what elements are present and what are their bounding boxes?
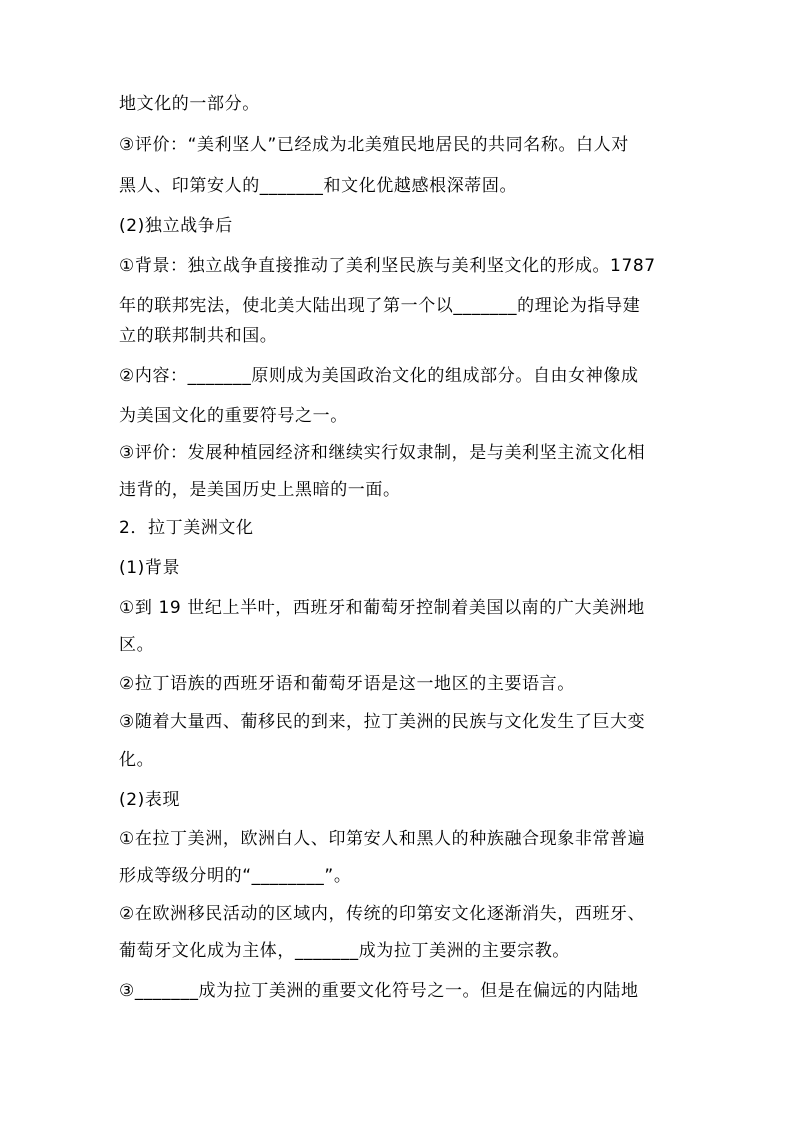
- section-heading: 2．拉丁美洲文化: [119, 518, 254, 538]
- text-line: 地文化的一部分。: [119, 94, 260, 114]
- text-line: 区。: [119, 635, 155, 655]
- text-line: 葡萄牙文化成为主体，_______成为拉丁美洲的主要宗教。: [119, 941, 570, 961]
- section-heading: (2)独立战争后: [119, 216, 233, 236]
- text-line: 违背的，是美国历史上黑暗的一面。: [119, 480, 401, 500]
- text-line: ②在欧洲移民活动的区域内，传统的印第安文化逐渐消失，西班牙、: [119, 904, 646, 924]
- text-line: 为美国文化的重要符号之一。: [119, 406, 348, 426]
- text-line: ①背景：独立战争直接推动了美利坚民族与美利坚文化的形成。1787: [119, 256, 656, 276]
- text-line: ③随着大量西、葡移民的到来，拉丁美洲的民族与文化发生了巨大变: [119, 712, 646, 732]
- text-line: ①到 19 世纪上半叶，西班牙和葡萄牙控制着美国以南的广大美洲地: [119, 598, 645, 618]
- section-heading: (1)背景: [119, 558, 181, 578]
- text-line: ③_______成为拉丁美洲的重要文化符号之一。但是在偏远的内陆地: [119, 981, 639, 1001]
- text-line: ③评价：“美利坚人”已经成为北美殖民地居民的共同名称。白人对: [119, 135, 629, 155]
- text-line: ②内容：_______原则成为美国政治文化的组成部分。自由女神像成: [119, 366, 639, 386]
- text-line: 形成等级分明的“________”。: [119, 866, 352, 886]
- text-line: 黑人、印第安人的_______和文化优越感根深蒂固。: [119, 176, 518, 196]
- text-line: 化。: [119, 750, 155, 770]
- text-line: 年的联邦宪法，使北美大陆出现了第一个以_______的理论为指导建: [119, 296, 641, 316]
- text-line: ②拉丁语族的西班牙语和葡萄牙语是这一地区的主要语言。: [119, 674, 575, 694]
- text-line: 立的联邦制共和国。: [119, 326, 278, 346]
- text-line: ①在拉丁美洲，欧洲白人、印第安人和黑人的种族融合现象非常普遍: [119, 829, 646, 849]
- section-heading: (2)表现: [119, 790, 181, 810]
- text-line: ③评价：发展种植园经济和继续实行奴隶制，是与美利坚主流文化相: [119, 443, 646, 463]
